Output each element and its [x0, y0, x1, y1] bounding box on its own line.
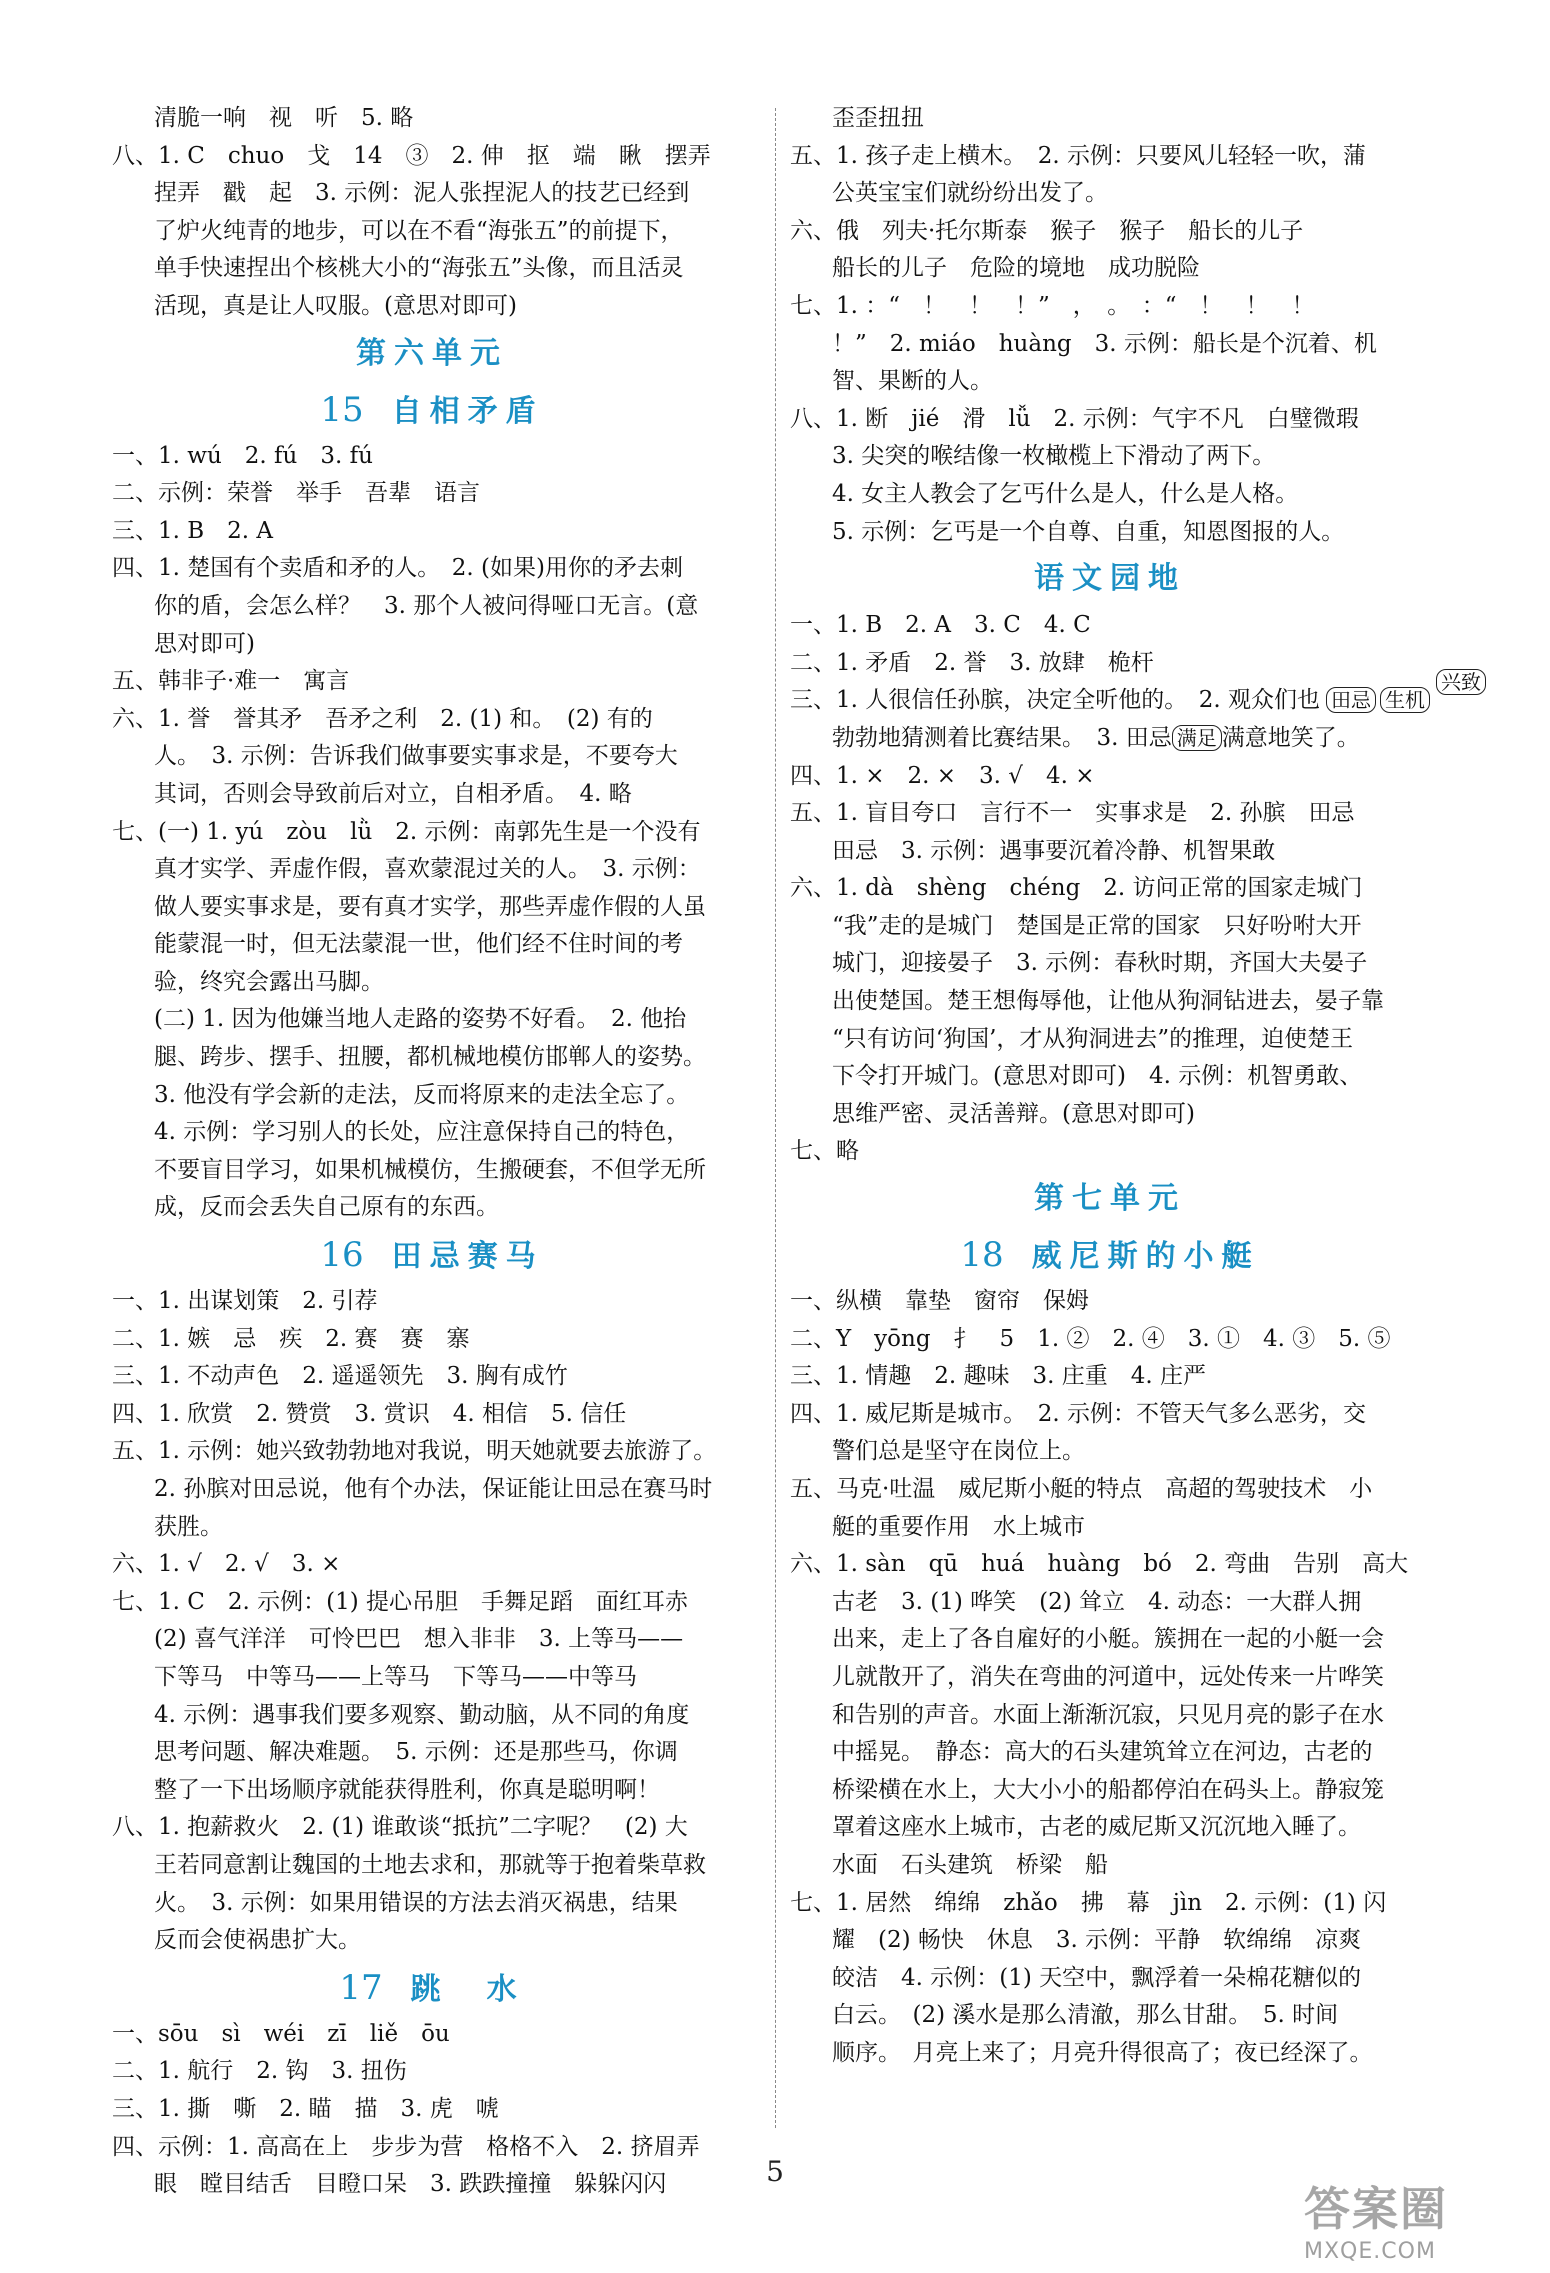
answer-line: 思考问题、解决难题。 5. 示例：还是那些马，你调: [154, 1739, 678, 1766]
answer-line: 白云。 (2) 溪水是那么清澈，那么甘甜。 5. 时间: [832, 2002, 1339, 2029]
answer-line: 成，反而会丢失自己原有的东西。: [154, 1194, 499, 1221]
answer-line: 六、1. sàn qū huá huàng bó 2. 弯曲 告别 高大: [790, 1551, 1409, 1578]
answer-line: 做人要实事求是，要有真才实学，那些弄虚作假的人虽: [154, 893, 706, 920]
answer-line: 验，终究会露出马脚。: [154, 968, 384, 995]
answer-text: 满意地笑了。: [1221, 724, 1360, 751]
lesson-heading: [112, 1227, 752, 1283]
column-divider: [775, 108, 776, 2128]
answer-line: 一、sōu sì wéi zī liě ōu: [112, 2020, 450, 2047]
unit-heading: [790, 551, 1430, 607]
heading-title: 第六单元: [356, 335, 508, 371]
answer-line: 七、1. ：“ ！ ！ ！” ， 。 ：“ ！ ！ ！: [790, 292, 1315, 319]
answer-line: “只有访问‘狗国’，才从狗洞进去”的推理，迫使楚王: [832, 1025, 1354, 1052]
answer-line: 七、1. 居然 绵绵 zhǎo 拂 幕 jìn 2. 示例：(1) 闪: [790, 1889, 1387, 1916]
lesson-number: 16: [320, 1235, 364, 1276]
answer-line: 其词，否则会导致前后对立，自相矛盾。 4. 略: [154, 780, 632, 807]
answer-line: 罩着这座水上城市，古老的威尼斯又沉沉地入睡了。: [832, 1814, 1361, 1841]
answer-line: 出来，走上了各自雇好的小艇。簇拥在一起的小艇一会: [832, 1626, 1384, 1653]
unit-heading: [790, 1171, 1430, 1227]
answer-line: 二、1. 矛盾 2. 誉 3. 放肆 桅杆: [790, 649, 1154, 676]
left-column: [112, 100, 752, 2204]
answer-line: 一、1. wú 2. fú 3. fú: [112, 442, 373, 469]
answer-line: 思对即可): [154, 630, 255, 657]
answer-line: 桥梁横在水上，大大小小的船都停泊在码头上。静寂笼: [832, 1776, 1384, 1803]
page-number: 5: [766, 2155, 784, 2188]
answer-line: 和告别的声音。水面上渐渐沉寂，只见月亮的影子在水: [832, 1701, 1384, 1728]
answer-line: 3. 他没有学会新的走法，反而将原来的走法全忘了。: [154, 1081, 690, 1108]
answer-line: 二、Y yōng 扌 5 1. ② 2. ④ 3. ① 4. ③ 5. ⑤: [790, 1325, 1391, 1352]
answer-line: 二、1. 嫉 忌 疾 2. 赛 赛 寨: [112, 1325, 470, 1352]
answer-line: 耀 (2) 畅快 休息 3. 示例：平静 软绵绵 凉爽: [832, 1927, 1362, 1954]
answer-line: 七、(一) 1. yú zòu lǜ 2. 示例：南郭先生是一个没有: [112, 818, 701, 845]
answer-line: 五、马克·吐温 威尼斯小艇的特点 高超的驾驶技术 小: [790, 1476, 1373, 1502]
answer-line: 思维严密、灵活善辩。(意思对即可): [832, 1100, 1195, 1127]
correction-box: 生机: [1380, 687, 1430, 713]
right-column: [790, 100, 1482, 2073]
answer-text: 勃勃地猜测着比赛结果。 3. 田忌: [832, 724, 1172, 751]
answer-line: 真才实学、弄虚作假，喜欢蒙混过关的人。 3. 示例：: [154, 856, 701, 883]
correction-box: 兴致: [1436, 669, 1486, 695]
answer-line: 六、1. √ 2. √ 3. ×: [112, 1551, 341, 1578]
answer-line: 水面 石头建筑 桥梁 船: [832, 1851, 1108, 1878]
lesson-number: 18: [960, 1235, 1004, 1276]
answer-line: 王若同意割让魏国的土地去求和，那就等于抱着柴草救: [154, 1851, 706, 1878]
answer-line: 儿就散开了，消失在弯曲的河道中，远处传来一片哗笑: [832, 1663, 1384, 1690]
answer-line: 一、1. 出谋划策 2. 引荐: [112, 1288, 378, 1315]
answer-line: 出使楚国。楚王想侮辱他，让他从狗洞钻进去，晏子靠: [832, 988, 1384, 1015]
answer-line: 二、示例：荣誉 举手 吾辈 语言: [112, 480, 480, 507]
answer-line: 不要盲目学习，如果机械模仿，生搬硬套，不但学无所: [154, 1156, 706, 1183]
correction-box: 田忌: [1326, 687, 1376, 713]
answer-line: 整了一下出场顺序就能获得胜利，你真是聪明啊！: [154, 1776, 660, 1803]
answer-line: 歪歪扭扭: [832, 105, 924, 131]
watermark-logo-text: 答案圈: [1304, 2182, 1448, 2236]
lesson-heading: [112, 1960, 752, 2016]
answer-line: 四、示例：1. 高高在上 步步为营 格格不入 2. 挤眉弄: [112, 2133, 700, 2160]
lesson-heading: [112, 382, 752, 438]
answer-line: 2. 孙膑对田忌说，他有个办法，保证能让田忌在赛马时: [154, 1476, 713, 1502]
answer-line: 古老 3. (1) 哗笑 (2) 耸立 4. 动态：一大群人拥: [832, 1588, 1362, 1615]
lesson-number: 15: [320, 389, 364, 430]
answer-line: (2) 喜气洋洋 可怜巴巴 想入非非 3. 上等马——: [154, 1626, 684, 1653]
answer-line: 五、1. 示例：她兴致勃勃地对我说，明天她就要去旅游了。: [112, 1438, 717, 1465]
answer-line: 捏弄 戳 起 3. 示例：泥人张捏泥人的技艺已经到: [154, 180, 690, 207]
answer-line: [790, 720, 1430, 758]
answer-line: 六、1. dà shèng chéng 2. 访问正常的国家走城门: [790, 875, 1363, 902]
answer-text: 三、1. 人很信任孙膑，决定全听他的。 2. 观众们也: [790, 687, 1321, 714]
answer-line: 皎洁 4. 示例：(1) 天空中，飘浮着一朵棉花糖似的: [832, 1964, 1362, 1991]
answer-line: 七、略: [790, 1138, 859, 1165]
answer-line: 四、1. 楚国有个卖盾和矛的人。 2. (如果)用你的矛去刺: [112, 555, 683, 582]
answer-line: 二、1. 航行 2. 钩 3. 扭伤: [112, 2058, 407, 2085]
heading-title: 第七单元: [1034, 1181, 1186, 1217]
answer-line: 八、1. C chuo 戈 14 ③ 2. 伸 抠 端 瞅 摆弄: [112, 142, 711, 169]
watermark-url: MXQE.COM: [1304, 2239, 1436, 2264]
lesson-heading: [790, 1227, 1430, 1283]
answer-line: 清脆一响 视 听 5. 略: [154, 105, 414, 131]
answer-line: 顺序。 月亮上来了；月亮升得很高了；夜已经深了。: [832, 2039, 1373, 2066]
answer-line: 一、1. B 2. A 3. C 4. C: [790, 612, 1091, 639]
answer-line: 城门，迎接晏子 3. 示例：春秋时期，齐国大夫晏子: [832, 950, 1368, 977]
lesson-number: 17: [339, 1967, 383, 2008]
heading-title: 田忌赛马: [391, 1239, 544, 1275]
answer-line: 获胜。: [154, 1513, 223, 1540]
answer-line: [790, 670, 1482, 720]
answer-line: 火。 3. 示例：如果用错误的方法去消灭祸患，结果: [154, 1889, 678, 1916]
answer-line: 4. 示例：学习别人的长处，应注意保持自己的特色，: [154, 1119, 690, 1146]
answer-line: 3. 尖突的喉结像一枚橄榄上下滑动了两下。: [832, 443, 1276, 470]
answer-line: 三、1. 撕 嘶 2. 瞄 描 3. 虎 唬: [112, 2095, 499, 2122]
answer-line: 人。 3. 示例：告诉我们做事要实事求是，不要夸大: [154, 743, 678, 770]
answer-line: ！” 2. miáo huàng 3. 示例：船长是个沉着、机: [832, 330, 1377, 357]
answer-line: 三、1. B 2. A: [112, 517, 274, 544]
answer-line: 三、1. 情趣 2. 趣味 3. 庄重 4. 庄严: [790, 1363, 1207, 1390]
answer-line: 腿、跨步、摆手、扭腰，都机械地模仿邯郸人的姿势。: [154, 1044, 706, 1071]
answer-line: 智、果断的人。: [832, 368, 993, 395]
answer-line: 公英宝宝们就纷纷出发了。: [832, 180, 1108, 207]
answer-line: (二) 1. 因为他嫌当地人走路的姿势不好看。 2. 他抬: [154, 1006, 687, 1033]
heading-title: 跳 水: [410, 1971, 525, 2007]
answer-line: 眼 瞠目结舌 目瞪口呆 3. 跌跌撞撞 躲躲闪闪: [154, 2171, 667, 2198]
answer-line: “我”走的是城门 楚国是正常的国家 只好吩咐大开: [832, 912, 1362, 939]
answer-line: 一、纵横 靠垫 窗帘 保姆: [790, 1288, 1089, 1315]
answer-line: 活现，真是让人叹服。(意思对即可): [154, 292, 517, 319]
answer-line: 四、1. × 2. × 3. √ 4. ×: [790, 762, 1095, 789]
answer-line: 八、1. 抱薪救火 2. (1) 谁敢谈“抵抗”二字呢？ (2) 大: [112, 1814, 688, 1841]
answer-line: 单手快速捏出个核桃大小的“海张五”头像，而且活灵: [154, 255, 684, 282]
heading-title: 威尼斯的小艇: [1031, 1239, 1260, 1275]
answer-line: 五、1. 孩子走上横木。 2. 示例：只要风儿轻轻一吹，蒲: [790, 142, 1367, 169]
answer-line: 六、1. 誉 誉其矛 吾矛之利 2. (1) 和。 (2) 有的: [112, 705, 653, 732]
answer-line: 八、1. 断 jié 滑 lǚ 2. 示例：气宇不凡 白璧微瑕: [790, 405, 1359, 432]
heading-title: 语文园地: [1034, 561, 1186, 597]
heading-title: 自相矛盾: [391, 393, 544, 429]
answer-line: 反而会使祸患扩大。: [154, 1927, 361, 1954]
answer-line: 能蒙混一时，但无法蒙混一世，他们经不住时间的考: [154, 931, 683, 958]
answer-line: 警们总是坚守在岗位上。: [832, 1438, 1085, 1465]
answer-line: 5. 示例：乞丐是一个自尊、自重，知恩图报的人。: [832, 518, 1345, 545]
answer-line: 四、1. 威尼斯是城市。 2. 示例：不管天气多么恶劣，交: [790, 1400, 1367, 1427]
answer-line: 田忌 3. 示例：遇事要沉着冷静、机智果敢: [832, 837, 1276, 864]
answer-line: 4. 女主人教会了乞丐什么是人，什么是人格。: [832, 480, 1299, 507]
answer-line: 四、1. 欣赏 2. 赞赏 3. 赏识 4. 相信 5. 信任: [112, 1400, 627, 1427]
answer-line: 中摇晃。 静态：高大的石头建筑耸立在河边，古老的: [832, 1739, 1373, 1766]
watermark-logo: [1304, 2173, 1514, 2263]
unit-heading: [112, 326, 752, 382]
answer-line: 下令打开城门。(意思对即可) 4. 示例：机智勇敢、: [832, 1063, 1363, 1090]
answer-line: 七、1. C 2. 示例：(1) 提心吊胆 手舞足蹈 面红耳赤: [112, 1588, 688, 1615]
answer-line: 下等马 中等马——上等马 下等马——中等马: [154, 1663, 637, 1690]
answer-line: 五、韩非子·难一 寓言: [112, 668, 350, 695]
answer-line: 船长的儿子 危险的境地 成功脱险: [832, 255, 1200, 282]
answer-line: 你的盾，会怎么样？ 3. 那个人被问得哑口无言。(意: [154, 592, 699, 619]
correction-box: 满足: [1172, 725, 1222, 751]
answer-line: 艇的重要作用 水上城市: [832, 1513, 1085, 1540]
answer-line: 五、1. 盲目夸口 言行不一 实事求是 2. 孙膑 田忌: [790, 800, 1355, 827]
answer-line: 六、俄 列夫·托尔斯泰 猴子 猴子 船长的儿子: [790, 217, 1304, 244]
answer-line: 了炉火纯青的地步，可以在不看“海张五”的前提下，: [154, 217, 684, 244]
answer-line: 4. 示例：遇事我们要多观察、勤动脑，从不同的角度: [154, 1701, 690, 1728]
answer-line: 三、1. 不动声色 2. 遥遥领先 3. 胸有成竹: [112, 1363, 568, 1390]
